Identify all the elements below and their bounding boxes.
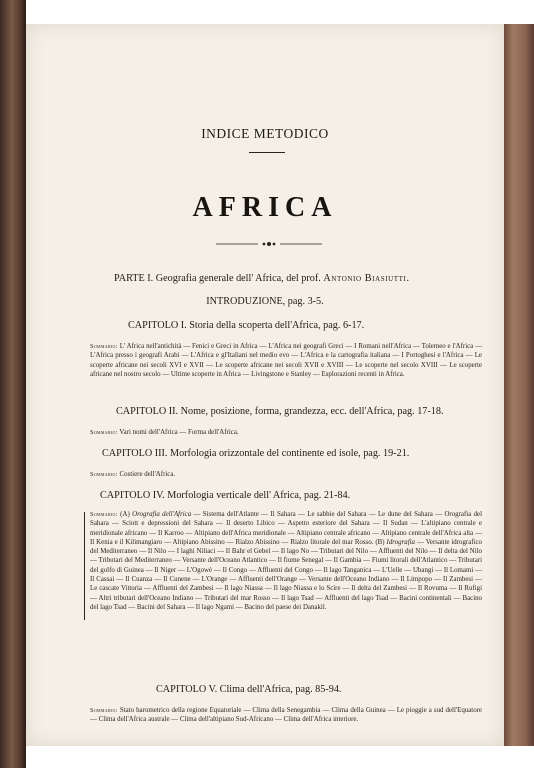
summary-text: Vari nomi dell'Africa — Forma dell'Africa. (119, 429, 239, 436)
scan-margin-bottom (26, 746, 534, 768)
chapter-summary (90, 470, 482, 479)
summary-label: Sommario: (90, 511, 118, 518)
summary-a-text: — Sistema dell'Atlante — Il Sahara — Le sabbie del Sahara — Le dune del Sahara — Orografia del Sahara — Sciott e depressioni del Sahara — Il deserto Libico — Aspetto esteriore del Sahara — Il Sudan — L'altipiano centrale e meridionale africano — Il Karroo — Altipiano dell'Africa meridionale — Altipiano centrale africano — Altipiano centrale dell'Africa alta — Il Kenia e il Kilimangiaro — Altipiano Abissino — Rialzo Abissino — Rialzo litorale del mar Rosso. (90, 511, 482, 546)
chapter-heading: CAPITOLO I. Storia della scoperta dell'Africa, pag. 6-17. (128, 320, 365, 331)
parte-lead: PARTE I. Geografia generale dell' Africa, del prof. (114, 273, 321, 284)
page-header: INDICE METODICO (201, 126, 329, 141)
summary-label: Sommario: (90, 471, 118, 478)
summary-b-text: — Versante idrografico del Mediterraneo — Il Nilo — I laghi Niliaci — Il Bahr el Gebel — Il lago No — Tributari del Nilo — Affluenti del Nilo — Il delta del Nilo — Tributari del Mediterraneo — Versante dell'Oceano Atlantico — Il fiume Senegal — Il Gambia — Fiumi litorali dell'Atlantico — Tributari del golfo di Guinea — Il Niger — L'Ogowè — Il Congo — Affluenti del Congo — Il lago Tanganica — L'Uelle — Ubangi — Il Lomami — Il Cassai — Il Cuanza — Il Cunene — L'Orange — Affluenti dell'Orange — Versante dell'Oceano Indiano — Il Limpopo — Il Zambesi — Le cascate Vittoria — Affluenti del Zambesi — Il lago Niassa — Il lago Niassa e lo Scire — Il delta del Zambesi — Il Rovuma — Il Rufigi — Altri tributari dell'Oceano Indiano — Tributari del mar Rosso — Il lago Tsad — Affluenti del lago Tsad — Bacini continentali — Bacino del lago Tsad — Bacini del Sahara — Il lago Ngami — Bacino del paese dei Danakil. (90, 538, 482, 611)
chapter-heading: CAPITOLO V. Clima dell'Africa, pag. 85-94. (156, 684, 342, 695)
scan-margin-top (26, 0, 534, 24)
chapter-heading: CAPITOLO IV. Morfologia verticale dell' Africa, pag. 21-84. (100, 490, 351, 501)
summary-a-label: (A) (120, 511, 130, 518)
book-page (26, 24, 504, 746)
summary-label: Sommario: (90, 429, 118, 436)
title-ornament (214, 238, 324, 250)
parte-heading (114, 273, 410, 284)
parte-author: Antonio Biasiutti. (323, 273, 410, 284)
summary-b-label: (B) (375, 538, 385, 546)
introduzione-heading: INTRODUZIONE, pag. 3-5. (206, 296, 324, 307)
chapter-heading: CAPITOLO II. Nome, posizione, forma, grandezza, ecc. dell'Africa, pag. 17-18. (116, 406, 444, 417)
chapter-summary (90, 706, 482, 725)
summary-text: Costiere dell'Africa. (119, 471, 176, 478)
chapter-summary (90, 510, 482, 612)
summary-label: Sommario: (90, 343, 118, 350)
margin-pencil-mark (84, 512, 85, 620)
chapter-summary (90, 342, 482, 379)
chapter-summary (90, 428, 482, 437)
summary-a-title: Orografia dell'Africa (132, 511, 192, 518)
header-rule (249, 152, 285, 153)
book-fore-edge (504, 24, 534, 746)
summary-text: L' Africa nell'antichità — Fenici e Greci in Africa — L'Africa nei geografi Greci — I Romani nell'Africa — Tolemeo e l'Africa — L'Africa presso i geografi Arabi — L'Africa e gl'Italiani nel medio evo — L'Africa e la cartografia italiana — I Portoghesi e l'Africa — Le scoperte africane nei secoli XVI e XVII — Le scoperte africane nei secoli XVII e XVIII — Le scoperte nel secolo XVIII — Le scoperte africane nel nostro secolo — Ultime scoperte in Africa — Livingstone e Stanley — Esplorazioni recenti in Africa. (90, 343, 482, 378)
summary-text: Stato barometrico della regione Equatoriale — Clima della Senegambia — Clima della Guinea — Le pioggie a sud dell'Equatore — Clima dell'Africa australe — Clima dell'altipiano Sud-Africano — Clima dell'Africa interiore. (90, 707, 482, 724)
page-title: AFRICA (192, 192, 338, 223)
chapter-heading: CAPITOLO III. Morfologia orizzontale del continente ed isole, pag. 19-21. (102, 448, 410, 459)
summary-b-title: Idrografia (386, 538, 415, 546)
book-spine (0, 0, 26, 768)
summary-label: Sommario: (90, 707, 118, 714)
